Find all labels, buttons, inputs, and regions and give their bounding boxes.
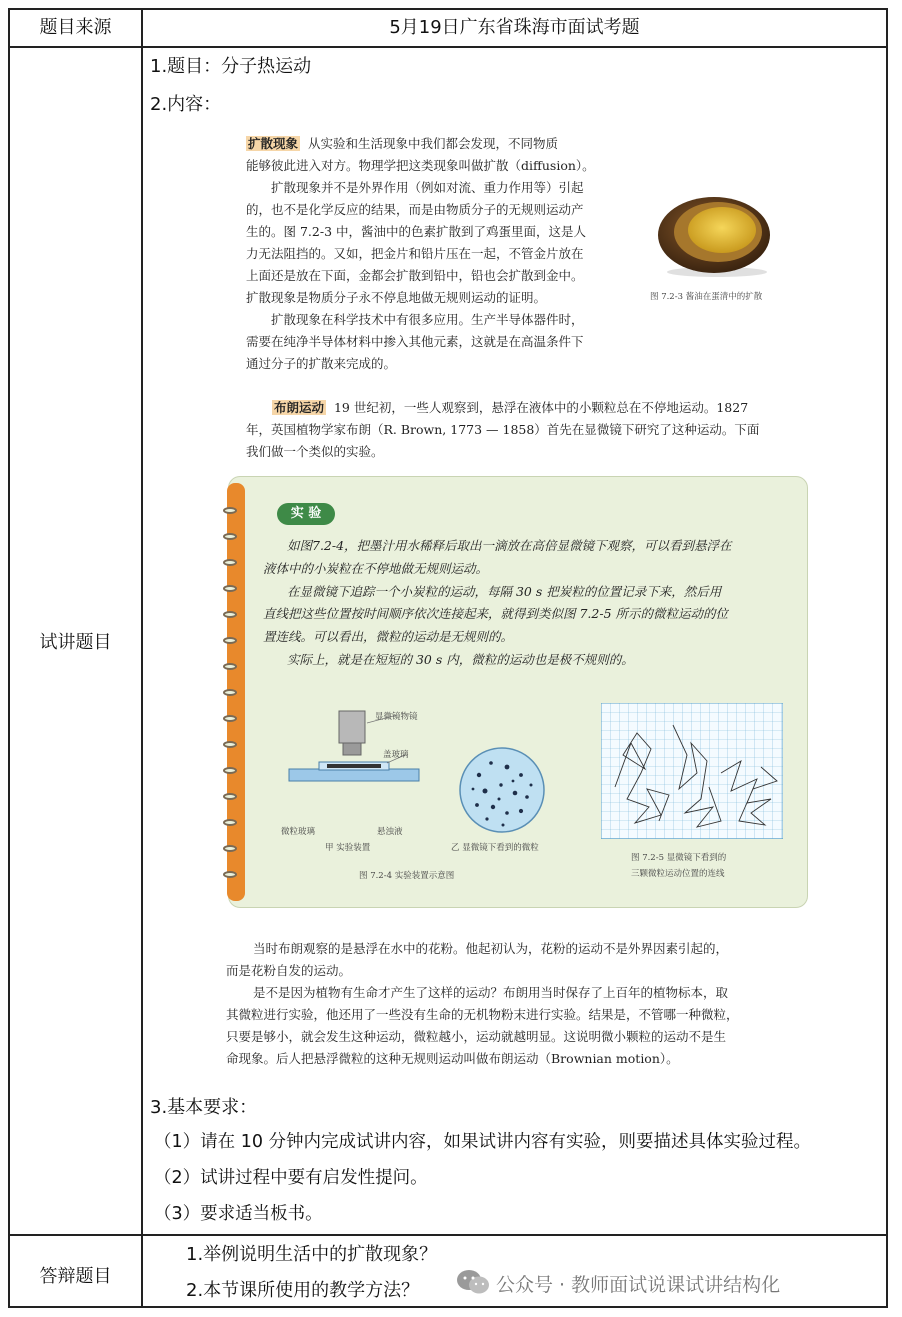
experiment-line: 液体中的小炭粒在不停地做无规则运动。 xyxy=(263,560,489,576)
binder-ring xyxy=(223,585,237,592)
label-objective: 显微镜物镜 xyxy=(375,712,418,722)
closing-line: 只要是够小，就会发生这种运动，微粒越小，运动就越明显。这说明微小颗粒的运动不是生 xyxy=(226,1029,727,1044)
brownian-term: 布朗运动 xyxy=(274,400,325,415)
requirement-item: （2）试讲过程中要有启发性提问。 xyxy=(154,1168,428,1188)
diffusion-passage xyxy=(246,133,595,375)
binder-ring xyxy=(223,741,237,748)
binder-ring xyxy=(223,793,237,800)
brownian-path-figure xyxy=(601,703,783,839)
experiment-text xyxy=(263,535,732,672)
binder-ring xyxy=(223,611,237,618)
experiment-line: 置连线。可以看出，微粒的运动是无规则的。 xyxy=(263,629,514,645)
microscope-setup-figure xyxy=(279,709,429,819)
binder-ring xyxy=(223,871,237,878)
egg-caption: 图 7.2-3 酱油在蛋清中的扩散 xyxy=(650,292,763,302)
diffusion-line: 扩散现象并不是外界作用（例如对流、重力作用等）引起 xyxy=(271,180,584,195)
experiment-line: 如图7.2-4，把墨汁用水稀释后取出一滴放在高倍显微镜下观察，可以看到悬浮在 xyxy=(287,538,732,553)
diffusion-line: 力无法阻挡的。又如，把金片和铅片压在一起，不管金片放在 xyxy=(246,246,584,261)
experiment-badge: 实 验 xyxy=(277,503,335,525)
closing-line: 而是花粉自发的运动。 xyxy=(226,963,352,978)
experiment-line: 在显微镜下追踪一个小炭粒的运动，每隔 30 s 把炭粒的位置记录下来，然后用 xyxy=(287,583,722,599)
defense-question: 1.举例说明生活中的扩散现象？ xyxy=(186,1244,438,1265)
binder-ring xyxy=(223,767,237,774)
requirement-item: （3）要求适当板书。 xyxy=(154,1204,323,1224)
label-micro-slide: 微粒玻璃 xyxy=(281,827,316,837)
closing-line: 命现象。后人把悬浮微粒的这种无规则运动叫做布朗运动（Brownian motion）。 xyxy=(226,1051,679,1066)
diffusion-line: 通过分子的扩散来完成的。 xyxy=(246,356,397,371)
binder-ring xyxy=(223,689,237,696)
binder-ring xyxy=(223,533,237,540)
binder-ring xyxy=(223,663,237,670)
fig5-caption-line2: 三颗微粒运动位置的连线 xyxy=(631,869,725,879)
label-suspension: 悬浊液 xyxy=(377,827,403,837)
defense-question: 2.本节课所使用的教学方法？ xyxy=(186,1280,420,1301)
binder-ring xyxy=(223,507,237,514)
soy-egg-image xyxy=(652,190,782,280)
experiment-line: 实际上，就是在短短的 30 s 内，微粒的运动也是极不规则的。 xyxy=(287,651,634,667)
topic-line: 1.题目：分子热运动 xyxy=(150,56,312,77)
brownian-line: 年，英国植物学家布朗（R. Brown, 1773 — 1858）首先在显微镜下研究了这种运动。下面 xyxy=(246,422,760,437)
diffusion-line: 生的。图 7.2-3 中，酱油中的色素扩散到了鸡蛋里面，这是人 xyxy=(246,224,587,239)
closing-line: 当时布朗观察的是悬浮在水中的花粉。他起初认为，花粉的运动不是外界因素引起的， xyxy=(253,941,729,956)
source-label: 题目来源 xyxy=(39,17,112,38)
trial-label: 试讲题目 xyxy=(39,632,112,653)
requirements-label: 3.基本要求： xyxy=(150,1097,258,1118)
binder-ring xyxy=(223,819,237,826)
source-value: 5月19日广东省珠海市面试考题 xyxy=(389,17,640,38)
diffusion-line: 扩散现象在科学技术中有很多应用。生产半导体器件时， xyxy=(271,312,584,327)
particles-figure xyxy=(457,745,547,835)
binder-ring xyxy=(223,845,237,852)
closing-passage xyxy=(226,938,739,1070)
brownian-passage xyxy=(246,397,759,463)
experiment-box xyxy=(228,476,808,908)
wechat-icon xyxy=(456,1268,490,1296)
diffusion-term: 扩散现象 xyxy=(248,136,299,151)
diffusion-line: 能够彼此进入对方。物理学把这类现象叫做扩散（diffusion）。 xyxy=(246,158,595,173)
diffusion-line: 需要在纯净半导体材料中掺入其他元素，这就是在高温条件下 xyxy=(246,334,584,349)
content-label: 2.内容： xyxy=(150,94,222,115)
closing-line: 是不是因为植物有生命才产生了这样的运动？布朗用当时保存了上百年的植物标本，取 xyxy=(253,985,729,1000)
binder-ring xyxy=(223,559,237,566)
diffusion-line: 扩散现象是物质分子永不停息地做无规则运动的证明。 xyxy=(246,290,547,305)
defense-label: 答辩题目 xyxy=(39,1266,112,1287)
requirement-item: （1）请在 10 分钟内完成试讲内容，如果试讲内容有实验，则要描述具体实验过程。 xyxy=(154,1132,812,1152)
fig4-caption: 图 7.2-4 实验装置示意图 xyxy=(359,871,455,881)
brownian-line: 19 世纪初，一些人观察到，悬浮在液体中的小颗粒总在不停地运动。1827 xyxy=(333,400,749,415)
closing-line: 其微粒进行实验，他还用了一些没有生命的无机物粉末进行实验。结果是，不管哪一种微粒， xyxy=(226,1007,739,1022)
diffusion-line: 上面还是放在下面，金都会扩散到铅中，铅也会扩散到金中。 xyxy=(246,268,584,283)
watermark-text: 公众号 · 教师面试说课试讲结构化 xyxy=(496,1274,781,1296)
label-seen: 乙 显微镜下看到的微粒 xyxy=(451,843,539,853)
binder-ring xyxy=(223,637,237,644)
binder-ring xyxy=(223,715,237,722)
label-cover-glass: 盖玻璃 xyxy=(383,750,409,760)
column-divider xyxy=(141,10,143,1306)
fig5-caption-line1: 图 7.2-5 显微镜下看到的 xyxy=(631,853,727,863)
label-setup: 甲 实验装置 xyxy=(325,843,371,853)
brownian-line: 我们做一个类似的实验。 xyxy=(246,444,384,459)
diffusion-line: 的，也不是化学反应的结果，而是由物质分子的无规则运动产 xyxy=(246,202,584,217)
experiment-line: 直线把这些位置按时间顺序依次连接起来，就得到类似图 7.2-5 所示的微粒运动的位 xyxy=(263,606,729,622)
diffusion-line: 从实验和生活现象中我们都会发现，不同物质 xyxy=(307,136,558,151)
